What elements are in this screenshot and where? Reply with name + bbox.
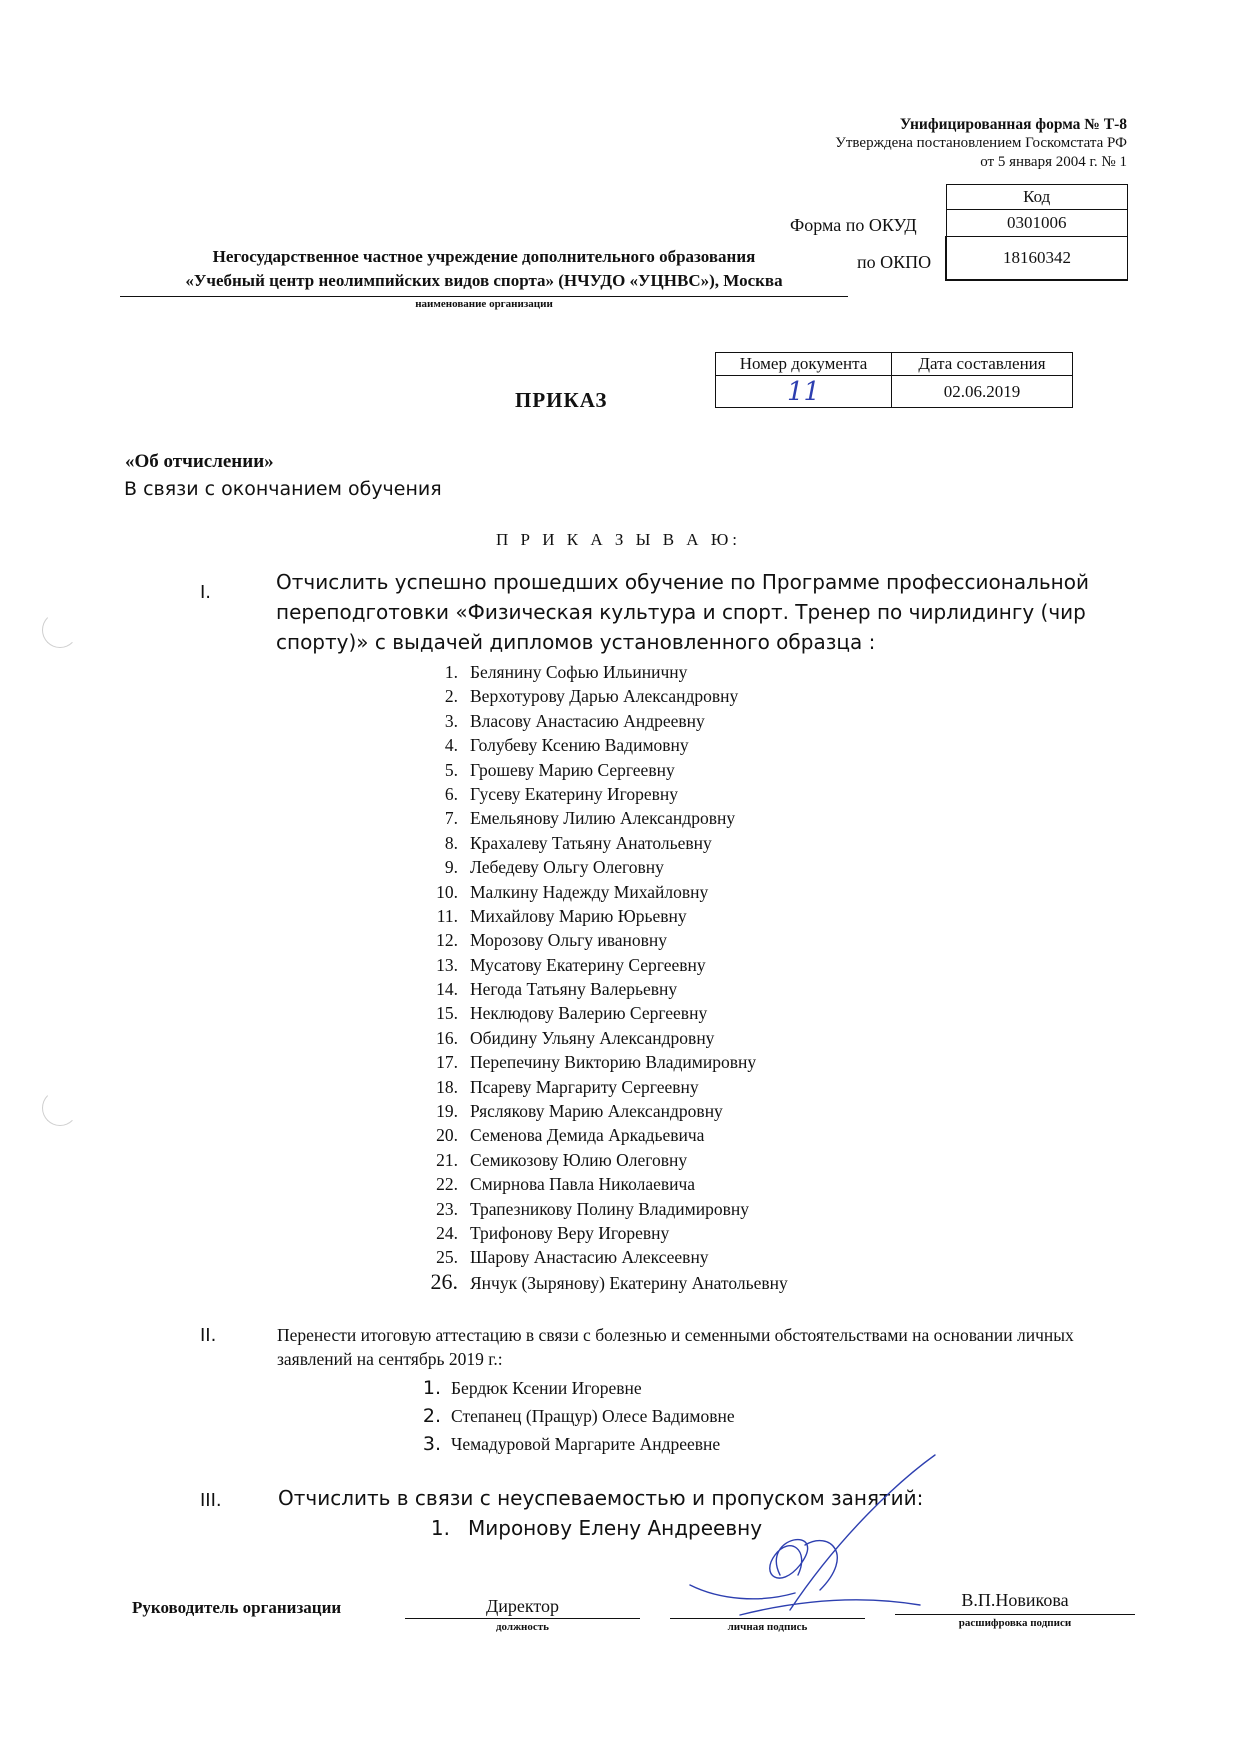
list-item [420,709,788,733]
order-reason: В связи с окончанием обучения [124,478,442,500]
list-item [420,1123,788,1147]
doc-date: 02.06.2019 [892,376,1073,408]
list-item-number: 6. [444,783,458,804]
form-title: Унифицированная форма № Т-8 [899,116,1127,133]
list-item-number: 16. [436,1027,458,1048]
list-item-number: 25. [436,1247,458,1268]
section2-number: II. [200,1325,217,1346]
list-item-name: Чемадуровой Маргарите Андреевне [451,1434,721,1454]
list-item-number: 22. [436,1174,458,1195]
list-item-name: Обидину Ульяну Александровну [470,1027,715,1048]
section1-number: I. [200,582,212,603]
position-line [405,1618,640,1619]
list-item-number: 2. [444,686,458,707]
list-item-number: 5. [444,759,458,780]
list-item-name: Семикозову Юлию Олеговну [470,1149,688,1170]
list-item [420,953,788,977]
list-item [420,684,788,708]
okud-value: 0301006 [946,210,1128,237]
list-item-number: 1. [422,1377,441,1399]
list-item [420,1050,788,1074]
list-item-number: 1. [430,1516,450,1540]
list-item-name: Власову Анастасию Андреевну [470,710,705,731]
list-item-number: 24. [436,1222,458,1243]
list-item [420,1245,788,1269]
list-item [420,831,788,855]
list-item-name: Морозову Ольгу ивановну [470,930,668,951]
list-item-name: Ряслякову Марию Александровну [470,1101,723,1122]
section1-text: Отчислить успешно прошедших обучение по Программе профессиональной переподготовки «Физическая культура и спорт. Тренер по чирлидингу (чир спорту)» с выдачей дипломов установленного образца : [276,570,1089,654]
order-subject: «Об отчислении» [125,451,274,472]
form-date: от 5 января 2004 г. № 1 [980,154,1127,170]
section2-text: Перенести итоговую аттестацию в связи с болезнью и семенными обстоятельствами на основании личных заявлений на сентябрь 2019 г.: [277,1325,1074,1369]
okpo-label: по ОКПО [857,252,932,272]
list-item-number: 8. [444,832,458,853]
section1-list [420,660,788,1294]
section3-number: III. [200,1490,222,1511]
list-item-name: Белянину Софью Ильиничну [470,662,688,682]
organization-line1: Негосударственное частное учреждение дополнительного образования [212,247,756,266]
list-item-name: Лебедеву Ольгу Олеговну [470,857,664,878]
organization-name [120,245,848,293]
list-item [420,1197,788,1221]
list-item [420,977,788,1001]
list-item [420,1270,788,1294]
list-item-number: 9. [444,857,458,878]
list-item [420,660,788,684]
list-item-name: Янчук (Зырянову) Екатерину Анатольевну [470,1272,788,1293]
organization-line2: «Учебный центр неолимпийских видов спорта» (НЧУДО «УЦНВС»), Москва [185,271,783,290]
list-item [420,1026,788,1050]
doc-date-header: Дата составления [892,353,1073,376]
list-item [420,782,788,806]
list-item-name: Псареву Маргариту Сергеевну [470,1076,699,1097]
list-item-number: 11. [436,905,458,926]
list-item-name: Крахалеву Татьяну Анатольевну [470,832,712,853]
decoding-value: В.П.Новикова [961,1590,1069,1610]
list-item-number: 10. [436,881,458,902]
order-command: П Р И К А З Ы В А Ю: [496,530,742,549]
list-item-name: Трифонову Веру Игоревну [470,1222,670,1243]
list-item-number: 14. [436,979,458,1000]
list-item-name: Смирнова Павла Николаевича [470,1174,696,1195]
code-header: Код [946,185,1128,210]
list-item [420,880,788,904]
list-item-name: Миронову Елену Андреевну [468,1516,763,1540]
decoding-caption: расшифровка подписи [958,1617,1072,1629]
list-item-number: 3. [444,710,458,731]
order-title: ПРИКАЗ [515,388,608,412]
list-item [420,928,788,952]
signature-head: Руководитель организации [132,1598,342,1617]
doc-number-header: Номер документа [716,353,892,376]
list-item-name: Негода Татьяну Валерьевну [470,979,678,1000]
list-item-name: Бердюк Ксении Игоревне [451,1378,642,1398]
list-item-name: Гусеву Екатерину Игоревну [470,783,679,804]
list-item-number: 2. [422,1405,441,1427]
list-item [420,1172,788,1196]
list-item [420,1099,788,1123]
list-item [420,1001,788,1025]
list-item-number: 4. [444,735,458,756]
list-item-number: 3. [422,1433,441,1455]
list-item-name: Малкину Надежду Михайловну [470,881,709,902]
document-table [715,352,1073,408]
section3-text: Отчислить в связи с неуспеваемостью и пропуском занятий: [278,1486,924,1510]
list-item [420,904,788,928]
signature-caption: личная подпись [727,1621,808,1633]
list-item [420,1221,788,1245]
list-item-name: Емельянову Лилию Александровну [470,808,736,829]
list-item [420,1075,788,1099]
organization-underline [120,296,848,297]
list-item-name: Перепечину Викторию Владимировну [470,1052,757,1073]
list-item-number: 15. [436,1003,458,1024]
list-item-name: Шарову Анастасию Алексеевну [470,1247,709,1268]
list-item-name: Голубеву Ксению Вадимовну [470,735,689,756]
okpo-value: 18160342 [946,237,1128,281]
form-approved: Утверждена постановлением Госкомстата РФ [835,135,1127,151]
doc-number: 11 [786,376,821,407]
code-table [945,184,1128,281]
position-value: Директор [485,1596,560,1616]
list-item-number: 20. [436,1125,458,1146]
list-item [420,733,788,757]
list-item-number: 7. [444,808,458,829]
punch-hole-top [42,612,78,648]
list-item [420,758,788,782]
list-item [420,806,788,830]
punch-hole-bottom [42,1090,78,1126]
list-item-name: Мусатову Екатерину Сергеевну [470,954,706,975]
list-item-name: Степанец (Пращур) Олесе Вадимовне [451,1406,735,1426]
list-item [403,1374,735,1402]
list-item-number: 12. [436,930,458,951]
list-item-name: Михайлову Марию Юрьевну [470,905,687,926]
list-item-name: Трапезникову Полину Владимировну [470,1198,749,1219]
list-item-number: 19. [436,1101,458,1122]
list-item-number: 23. [436,1198,458,1219]
list-item [420,855,788,879]
list-item-number: 13. [436,954,458,975]
list-item-number: 17. [436,1052,458,1073]
list-item-name: Неклюдову Валерию Сергеевну [470,1003,708,1024]
okud-label: Форма по ОКУД [790,215,917,235]
list-item-number: 21. [436,1149,458,1170]
list-item-number: 18. [436,1076,458,1097]
position-caption: должность [495,1621,549,1633]
list-item-number: 1. [444,662,458,682]
list-item-name: Грошеву Марию Сергеевну [470,759,675,780]
list-item-name: Верхотурову Дарью Александровну [470,686,739,707]
signature-line [670,1618,865,1619]
decoding-line [895,1614,1135,1615]
list-item-name: Семенова Демида Аркадьевича [470,1125,705,1146]
form-header [835,115,1127,172]
list-item [420,1148,788,1172]
organization-caption: наименование организации [415,298,553,310]
list-item-number: 26. [430,1268,458,1294]
